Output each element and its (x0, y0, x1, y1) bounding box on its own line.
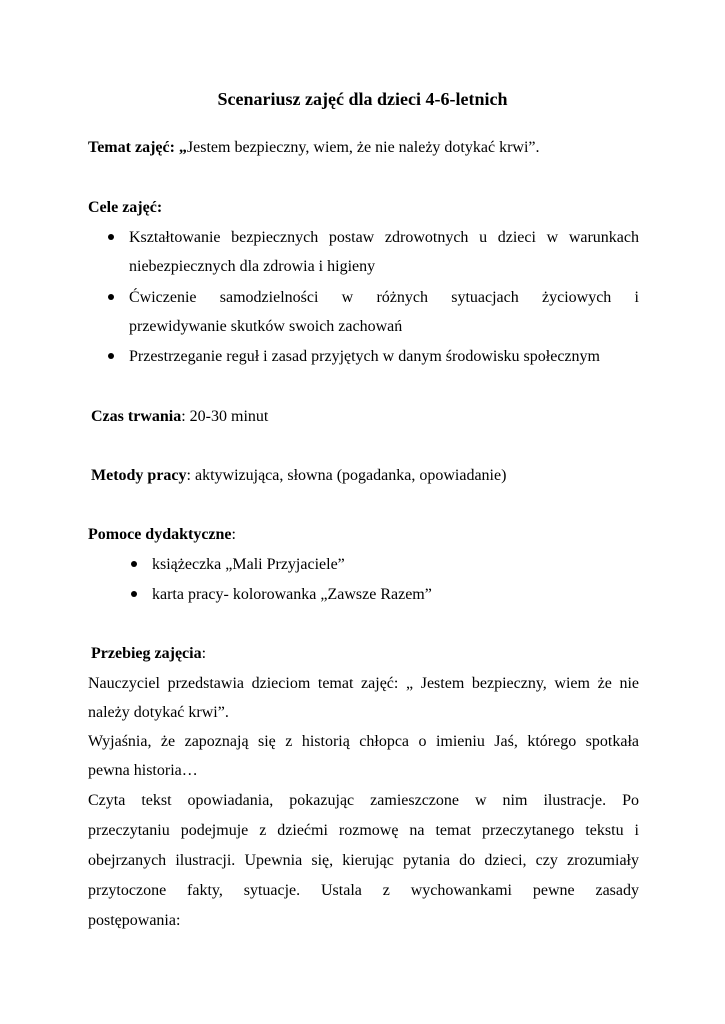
goal-item-line: przewidywanie skutków swoich zachowań (129, 318, 403, 335)
methods-value: : aktywizująca, słowna (pogadanka, opowiadanie) (186, 467, 507, 484)
procedure-colon: : (201, 645, 207, 662)
methods-label: Metody pracy (91, 467, 187, 484)
bullet-icon (108, 234, 114, 240)
materials-label: Pomoce dydaktyczne (88, 526, 232, 543)
procedure-line: postępowania: (88, 912, 181, 929)
procedure-line: Nauczyciel przedstawia dzieciom temat zajęć: „ Jestem bezpieczny, wiem że nie (88, 675, 639, 692)
bullet-icon (131, 591, 137, 597)
procedure-heading (91, 639, 206, 668)
methods-line (91, 461, 506, 490)
procedure-line: należy dotykać krwi”. (88, 704, 229, 721)
goals-heading: Cele zajęć: (88, 199, 163, 216)
document-title: Scenariusz zajęć dla dzieci 4-6-letnich (217, 89, 508, 109)
duration-line (91, 402, 268, 431)
topic-text: Jestem bezpieczny, wiem, że nie należy dotykać krwi”. (186, 139, 540, 156)
bullet-icon (131, 561, 137, 567)
bullet-icon (108, 353, 114, 359)
duration-value: : 20-30 minut (181, 408, 269, 425)
goal-item-line: niebezpiecznych dla zdrowia i higieny (129, 258, 376, 275)
procedure-line: przeczytaniu podejmuje z dziećmi rozmowę na temat przeczytanego tekstu i (88, 822, 639, 839)
procedure-line: obejrzanych ilustracji. Upewnia się, kierując pytania do dzieci, czy zrozumiały (88, 852, 639, 869)
materials-colon: : (231, 526, 236, 543)
bullet-icon (108, 294, 114, 300)
procedure-line: przytoczone fakty, sytuacje. Ustala z wychowankami pewne zasady (88, 882, 639, 899)
materials-heading (88, 520, 236, 549)
topic-quote-open: „ (178, 139, 187, 156)
duration-label: Czas trwania (91, 408, 182, 425)
goal-item-line: Kształtowanie bezpiecznych postaw zdrowotnych u dzieci w warunkach (129, 229, 639, 246)
procedure-label: Przebieg zajęcia (91, 645, 202, 662)
topic-line (88, 133, 639, 162)
topic-label: Temat zajęć: (88, 139, 175, 156)
goal-item-line: Ćwiczenie samodzielności w różnych sytuacjach życiowych i (129, 289, 639, 306)
material-item-text: karta pracy- kolorowanka „Zawsze Razem” (152, 586, 432, 603)
procedure-line: pewna historia… (88, 762, 198, 779)
procedure-line: Wyjaśnia, że zapoznają się z historią chłopca o imieniu Jaś, którego spotkała (88, 733, 639, 750)
material-item-text: książeczka „Mali Przyjaciele” (152, 556, 345, 573)
goal-item-line: Przestrzeganie reguł i zasad przyjętych w danym środowisku społecznym (129, 348, 600, 365)
procedure-line: Czyta tekst opowiadania, pokazując zamieszczone w nim ilustracje. Po (88, 792, 639, 809)
